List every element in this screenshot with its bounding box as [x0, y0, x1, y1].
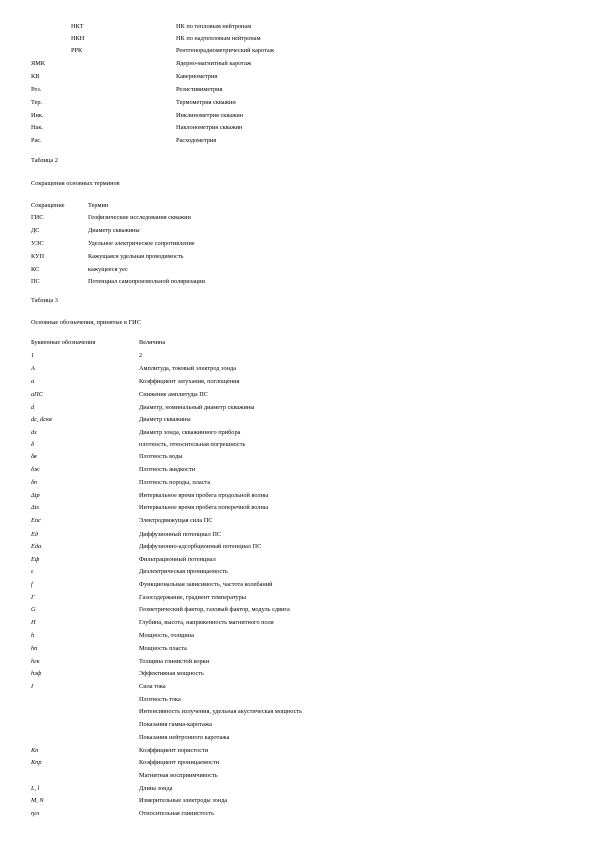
abbrev-indented-2-abbr: НКН	[71, 35, 85, 42]
abbrev-indented-3-meaning: Рентгенорадиометрический каротаж	[176, 47, 275, 54]
table3-label: Таблица 3	[31, 297, 58, 304]
table2-header-col1: Сокращение	[31, 202, 65, 209]
table3-row-2-desc: Коэффициент затухания, поглощения	[139, 378, 240, 385]
table3-row-35-desc: Измерительные электроды зонда	[139, 797, 228, 804]
table3-row-7-desc: плотность, относительная погрешность	[139, 441, 246, 448]
table3-row-28-desc: Интенсивность излучения, удельная акустическая мощность	[139, 708, 302, 715]
abbrev-main-3-meaning: Резистивиметрия	[176, 86, 223, 93]
table3-row-15-sym: Еда	[31, 543, 42, 550]
abbrev-indented-1-abbr: НКТ	[71, 23, 84, 30]
abbrev-main-6-abbr: Нак.	[31, 124, 43, 131]
abbrev-main-4-abbr: Тер.	[31, 99, 43, 106]
table2-row-6-abbr: ПС	[31, 278, 40, 285]
table3-row-27-desc: Плотность тока	[139, 696, 181, 703]
table3-row-30-desc: Показания нейтронного каротажа	[139, 734, 230, 741]
table3-row-1-sym: A	[31, 365, 35, 372]
abbrev-indented-3-abbr: РРК	[71, 47, 83, 54]
table3-row-12-desc: Интервальное время пробега поперечной волны	[139, 504, 269, 511]
table3-header-col1: Буквенные обозначения	[31, 339, 96, 346]
abbrev-main-5-meaning: Инклинометрия скважин	[176, 112, 244, 119]
table3-row-21-desc: Глубина, высота, напряженность магнитного поля	[139, 619, 274, 626]
table3-row-34-sym: L, l	[31, 785, 40, 792]
table3-row-9-sym: δж	[31, 466, 40, 473]
table3-row-26-sym: I	[31, 683, 34, 690]
table2-row-1-abbr: ГИС	[31, 214, 44, 221]
table2-row-2-term: Диаметр скважины	[88, 227, 140, 234]
table3-row-32-desc: Коэффициент проницаемости	[139, 759, 220, 766]
table3-row-16-desc: Фильтрационный потенциал	[139, 556, 216, 563]
table3-row-26-desc: Сила тока	[139, 683, 166, 690]
table3-row-4-desc: Диаметр, номинальный диаметр скважины	[139, 404, 255, 411]
table3-row-3-desc: Снижение амплитуды ПС	[139, 391, 208, 398]
table3-row-12-sym: Δts	[31, 504, 39, 511]
table3-row-8-sym: δв	[31, 453, 37, 460]
table3-row-6-sym: dз	[31, 429, 37, 436]
table3-row-13-sym: Епс	[31, 517, 41, 524]
table3-row-9-desc: Плотность жидкости	[139, 466, 196, 473]
table3-row-18-desc: Функциональная зависимость, частота колебаний	[139, 581, 273, 588]
table3-row-22-desc: Мощность, толщина	[139, 632, 194, 639]
table3-row-17-desc: Диэлектрическая проницаемость	[139, 568, 228, 575]
table3-row-14-sym: Ед	[31, 531, 39, 538]
table3-row-35-sym: M, N	[31, 797, 44, 804]
table2-row-2-abbr: ДС	[31, 227, 40, 234]
table3-title: Основные обозначения, принятые в ГИС	[31, 319, 141, 326]
table3-row-34-desc: Длина зонда	[139, 785, 173, 792]
abbrev-main-4-meaning: Термометрия скважин	[176, 99, 236, 106]
abbrev-main-2-meaning: Кавернометрия	[176, 73, 218, 80]
table3-row-13-desc: Электродвижущая сила ПС	[139, 517, 213, 524]
abbrev-indented-1-meaning: НК по тепловым нейтронам	[176, 23, 252, 30]
abbrev-main-6-meaning: Наклонометрия скважин	[176, 124, 243, 131]
abbrev-main-3-abbr: Рез.	[31, 86, 42, 93]
table3-row-17-sym: ε	[31, 568, 34, 575]
table3-row-5-sym: dc, dскв	[31, 416, 52, 423]
table3-row-16-sym: Еф	[31, 556, 40, 563]
table3-row-4-sym: d	[31, 404, 35, 411]
abbrev-main-1-abbr: ЯМК	[31, 60, 45, 67]
table3-row-24-sym: hгк	[31, 658, 40, 665]
table3-row-20-sym: G	[31, 606, 36, 613]
table3-row-23-sym: hп	[31, 645, 38, 652]
table3-row-2-sym: a	[31, 378, 35, 385]
abbrev-main-5-abbr: Инк.	[31, 112, 44, 119]
abbrev-main-1-meaning: Ядерно-магнитный каротаж	[176, 60, 252, 67]
table3-row-10-sym: δп	[31, 479, 38, 486]
table3-row-33-desc: Магнитная восприимчивость	[139, 772, 218, 779]
table3-row-7-sym: δ	[31, 441, 34, 448]
table2-row-5-term: кажущееся уес	[88, 266, 128, 273]
abbrev-indented-2-meaning: НК по надтепловым нейтронам	[176, 35, 261, 42]
table2-header-col2: Термин	[88, 202, 109, 209]
table3-row-22-sym: h	[31, 632, 35, 639]
table3-row-10-desc: Плотность породы, пласта	[139, 479, 211, 486]
table3-row-36-desc: Относительная глинистость	[139, 810, 215, 817]
table3-row-29-desc: Показания гамма-каротажа	[139, 721, 212, 728]
table3-row-18-sym: f	[31, 581, 33, 588]
table3-row-15-desc: Диффузионно-адсорбционный потенциал ПС	[139, 543, 262, 550]
table3-row-5-desc: Диаметр скважины	[139, 416, 191, 423]
table3-row-25-sym: hэф	[31, 670, 42, 677]
table3-row-3-sym: aПС	[31, 391, 43, 398]
table3-row-21-sym: H	[31, 619, 36, 626]
table3-row-20-desc: Геометрический фактор, газовый фактор, модуль сдвига	[139, 606, 290, 613]
abbrev-main-7-abbr: Рас.	[31, 137, 42, 144]
table3-row-1-desc: Амплитуда, токовый электрод зонда	[139, 365, 237, 372]
table3-number-col2: 2	[139, 352, 143, 359]
table2-row-5-abbr: КС	[31, 266, 40, 273]
table3-row-8-desc: Плотность воды	[139, 453, 183, 460]
abbrev-main-7-meaning: Расходометрия	[176, 137, 217, 144]
table2-row-4-abbr: КУП	[31, 253, 45, 260]
table3-row-14-desc: Диффузионный потенциал ПС	[139, 531, 222, 538]
table3-row-11-sym: Δtp	[31, 492, 40, 499]
table3-header-col2: Величина	[139, 339, 166, 346]
table3-row-31-desc: Коэффициент пористости	[139, 747, 209, 754]
table3-row-19-desc: Газосодержание, градиент температуры	[139, 594, 247, 601]
abbrev-main-2-abbr: КВ	[31, 73, 40, 80]
table3-number-col1: 1	[31, 352, 35, 359]
table3-row-19-sym: Г	[31, 594, 35, 601]
table2-row-1-term: Геофизические исследования скважин	[88, 214, 191, 221]
table3-row-23-desc: Мощность пласта	[139, 645, 187, 652]
table3-row-11-desc: Интервальное время пробега продольной волны	[139, 492, 269, 499]
table3-row-24-desc: Толщина глинистой корки	[139, 658, 210, 665]
table2-row-3-abbr: УЭС	[31, 240, 44, 247]
table3-row-32-sym: Кпр	[31, 759, 42, 766]
table2-label: Таблица 2	[31, 157, 58, 164]
table3-row-25-desc: Эффективная мощность	[139, 670, 204, 677]
table2-title: Сокращения основных терминов	[31, 180, 120, 187]
table2-row-3-term: Удельное электрическое сопротивление	[88, 240, 195, 247]
table3-row-36-sym: ηгл	[31, 810, 40, 817]
table2-row-4-term: Кажущаяся удельная проводимость	[88, 253, 184, 260]
table3-row-31-sym: Кп	[31, 747, 39, 754]
table2-row-6-term: Потенциал самопроизвольной поляризации	[88, 278, 206, 285]
table3-row-6-desc: Диаметр зонда, скважинного прибора	[139, 429, 241, 436]
